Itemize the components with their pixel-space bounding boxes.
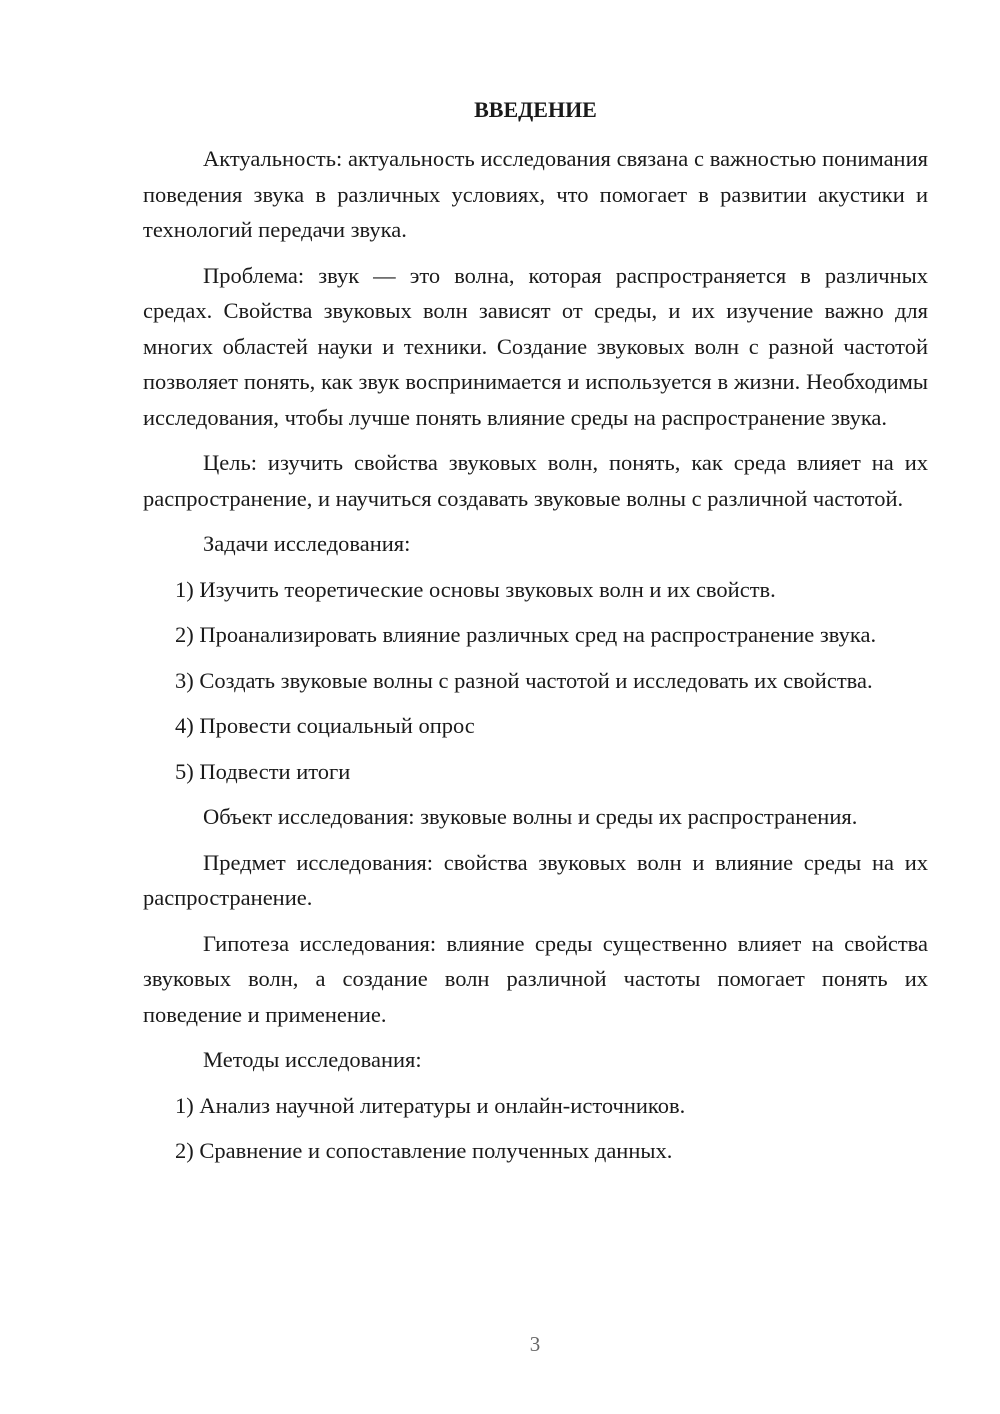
task-item: 4) Провести социальный опрос bbox=[175, 713, 475, 738]
page-number: 3 bbox=[529, 1332, 541, 1356]
goal-paragraph: Цель: изучить свойства звуковых волн, понять, как среда влияет на их распространение, и научиться создавать звуковые волны с различной частотой. bbox=[143, 450, 928, 511]
method-item: 1) Анализ научной литературы и онлайн-источников. bbox=[175, 1092, 686, 1118]
object-paragraph: Объект исследования: звуковые волны и среды их распространения. bbox=[203, 804, 858, 829]
methods-heading: Методы исследования: bbox=[203, 1047, 422, 1072]
task-item: 1) Изучить теоретические основы звуковых волн и их свойств. bbox=[175, 576, 776, 602]
task-item: 2) Проанализировать влияние различных сред на распространение звука. bbox=[175, 622, 877, 647]
subject-paragraph: Предмет исследования: свойства звуковых волн и влияние среды на их распространение. bbox=[143, 849, 928, 910]
problem-paragraph: Проблема: звук — это волна, которая распространяется в различных средах. Свойства звуковых волн зависят от среды, и их изучение важно для многих областей науки и техники. Создание звуковых волн с разной частотой позволяет понять, как звук воспринимается и используется в жизни. Необходимы исследования, чтобы лучше понять влияние среды на распространение звука. bbox=[143, 262, 928, 430]
page-content bbox=[143, 92, 928, 1179]
tasks-heading: Задачи исследования: bbox=[203, 531, 411, 556]
task-item: 3) Создать звуковые волны с разной частотой и исследовать их свойства. bbox=[175, 667, 873, 693]
hypothesis-paragraph: Гипотеза исследования: влияние среды существенно влияет на свойства звуковых волн, а создание волн различной частоты помогает понять их поведение и применение. bbox=[143, 930, 928, 1027]
relevance-paragraph: Актуальность: актуальность исследования связана с важностью понимания поведения звука в различных условиях, что помогает в развитии акустики и технологий передачи звука. bbox=[143, 146, 928, 242]
task-item: 5) Подвести итоги bbox=[175, 758, 351, 784]
method-item: 2) Сравнение и сопоставление полученных данных. bbox=[175, 1138, 673, 1163]
section-title: ВВЕДЕНИЕ bbox=[474, 97, 597, 122]
